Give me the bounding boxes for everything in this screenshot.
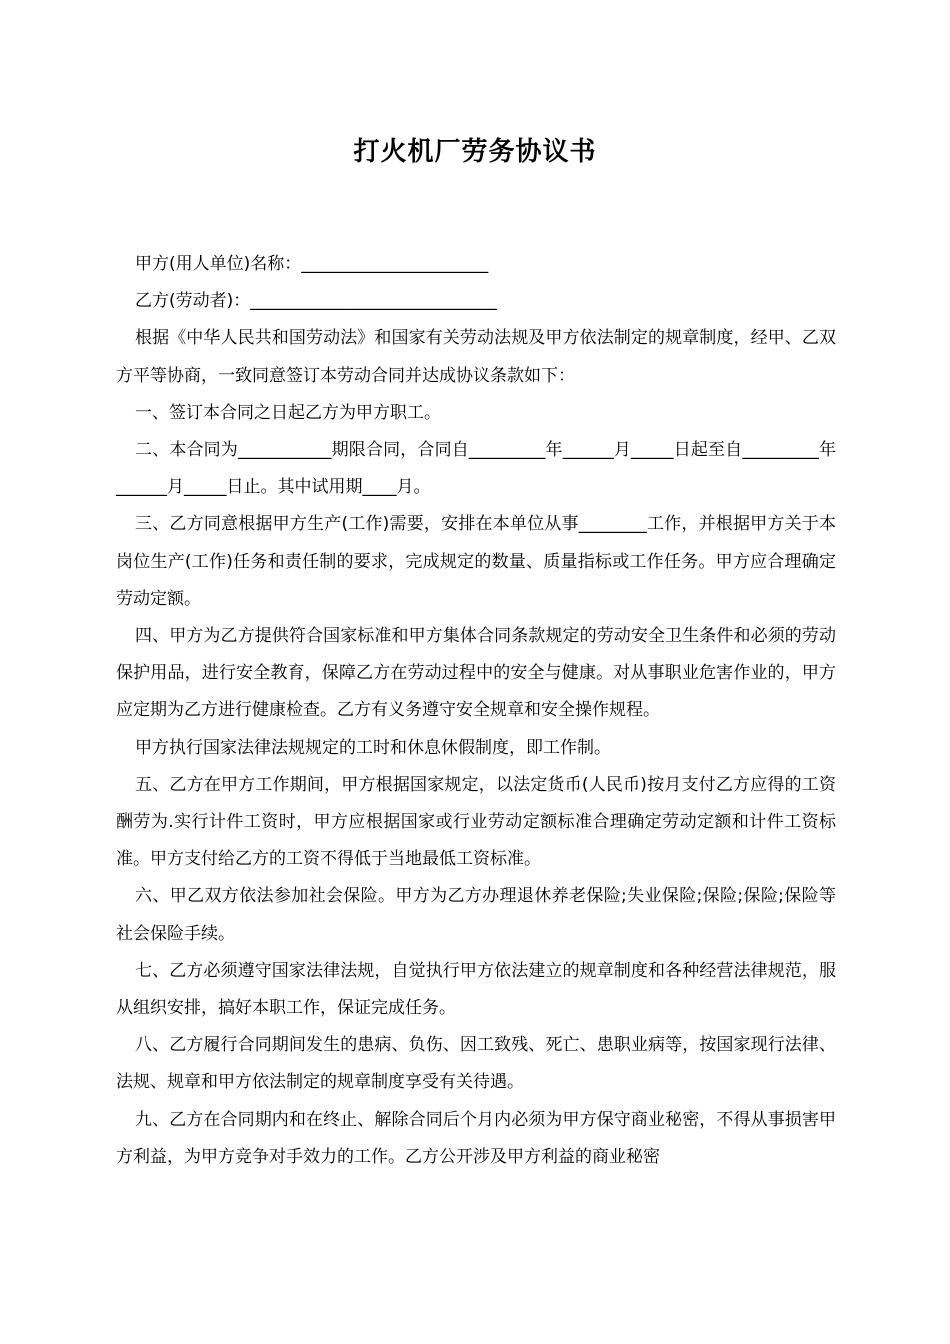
working-hours-paragraph: 甲方执行国家法律法规规定的工时和休息休假制度，即工作制。 [135,737,611,758]
clause-7: 七、乙方必须遵守国家法律法规，自觉执行甲方依法建立的规章制度和各种经营法律规范，服从组织安排，搞好本职工作，保证完成任务。 [116,960,836,1019]
party-b-line: 乙方(劳动者)：_____________________________ [135,291,497,312]
clause-9: 九、乙方在合同期内和在终止、解除合同后个月内必须为甲方保守商业秘密，不得从事损害甲方利益，为甲方竞争对手效力的工作。乙方公开涉及甲方利益的商业秘密 [116,1109,836,1167]
clause-8: 八、乙方履行合同期间发生的患病、负伤、因工致残、死亡、患职业病等，按国家现行法律、法规、规章和甲方依法制定的规章制度享受有关待遇。 [116,1035,836,1093]
clause-4: 四、甲方为乙方提供符合国家标准和甲方集体合同条款规定的劳动安全卫生条件和必须的劳动保护用品，进行安全教育，保障乙方在劳动过程中的安全与健康。对从事职业危害作业的，甲方应定期为乙方进行健康检查。乙方有义务遵守安全规章和安全操作规程。 [116,626,836,721]
document-body [116,246,836,1176]
party-a-name-line: 甲方(用人单位)名称：______________________ [135,254,489,274]
clause-5: 五、乙方在甲方工作期间，甲方根据国家规定，以法定货币(人民币)按月支付乙方应得的工资酬劳为.实行计件工资时，甲方应根据国家或行业劳动定额标准合理确定劳动定额和计件工资标准。甲方支付给乙方的工资不得低于当地最低工资标准。 [116,774,836,870]
clause-3: 三、乙方同意根据甲方生产(工作)需要，安排在本单位从事________工作，并根据甲方关于本岗位生产(工作)任务和责任制的要求，完成规定的数量、质量指标或工作任务。甲方应合理确定劳动定额。 [116,514,836,609]
document-title: 打火机厂劳务协议书 [353,137,597,167]
clause-2: 二、本合同为___________期限合同，合同自_________年______月_____日起至自_________年______月_____日止。其中试用期____月。 [116,440,836,498]
preamble-paragraph: 根据《中华人民共和国劳动法》和国家有关劳动法规及甲方依法制定的规章制度，经甲、乙双方平等协商，一致同意签订本劳动合同并达成协议条款如下： [116,328,836,386]
clause-6: 六、甲乙双方依法参加社会保险。甲方为乙方办理退休养老保险;失业保险;保险;保险;保险等社会保险手续。 [116,886,836,944]
clause-1: 一、签订本合同之日起乙方为甲方职工。 [135,402,441,423]
